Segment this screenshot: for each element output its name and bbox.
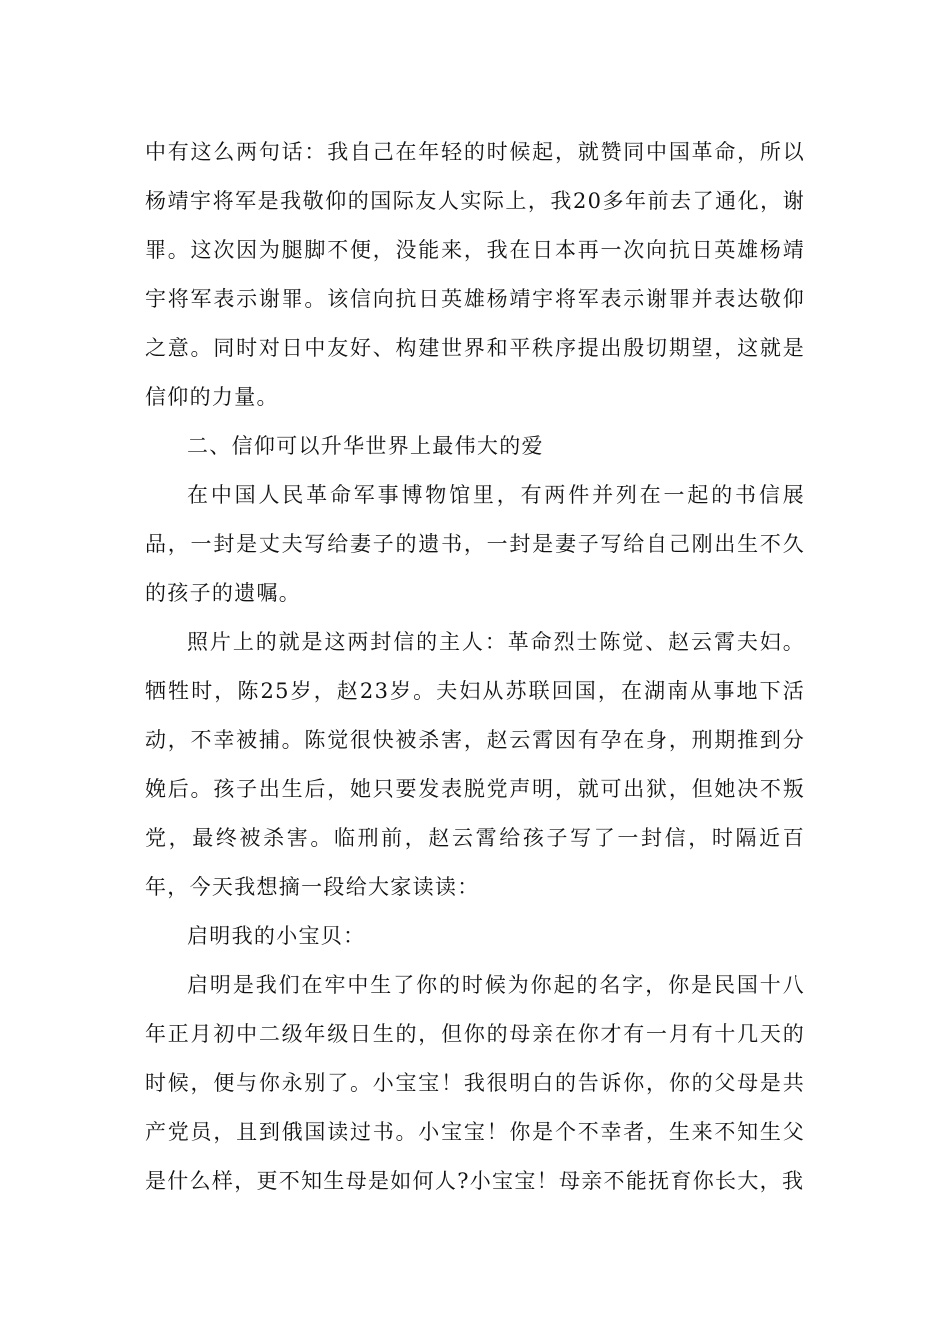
section-heading: 二、信仰可以升华世界上最伟大的爱 — [187, 434, 544, 458]
letter-salutation: 启明我的小宝贝： — [187, 924, 366, 948]
paragraph-martyrs: 照片上的就是这两封信的主人：革命烈士陈觉、赵云霄夫妇。牺牲时，陈25岁，赵23岁。夫妇从苏联回国，在湖南从事地下活动，不幸被捕。陈觉很快被杀害，赵云霄因有孕在身，刑期推到分娩后。孩子出生后，她只要发表脱党声明，就可出狱，但她决不叛党，最终被杀害。临刑前，赵云霄给孩子写了一封信，时隔近百年，今天我想摘一段给大家读读： — [145, 630, 805, 899]
document-body — [145, 128, 805, 1206]
paragraph-continuation: 中有这么两句话：我自己在年轻的时候起，就赞同中国革命，所以杨靖宇将军是我敬仰的国际友人实际上，我20多年前去了通化，谢罪。这次因为腿脚不便，没能来，我在日本再一次向抗日英雄杨靖宇将军表示谢罪。该信向抗日英雄杨靖宇将军表示谢罪并表达敬仰之意。同时对日中友好、构建世界和平秩序提出殷切期望，这就是信仰的力量。 — [145, 140, 805, 409]
paragraph-museum: 在中国人民革命军事博物馆里，有两件并列在一起的书信展品，一封是丈夫写给妻子的遗书，一封是妻子写给自己刚出生不久的孩子的遗嘱。 — [145, 483, 805, 605]
letter-body: 启明是我们在牢中生了你的时候为你起的名字，你是民国十八年正月初中二级年级日生的，但你的母亲在你才有一月有十几天的时候，便与你永别了。小宝宝！我很明白的告诉你，你的父母是共产党员，且到俄国读过书。小宝宝！你是个不幸者，生来不知生父是什么样，更不知生母是如何人?小宝宝！母亲不能抚育你长大，我 — [145, 973, 805, 1193]
